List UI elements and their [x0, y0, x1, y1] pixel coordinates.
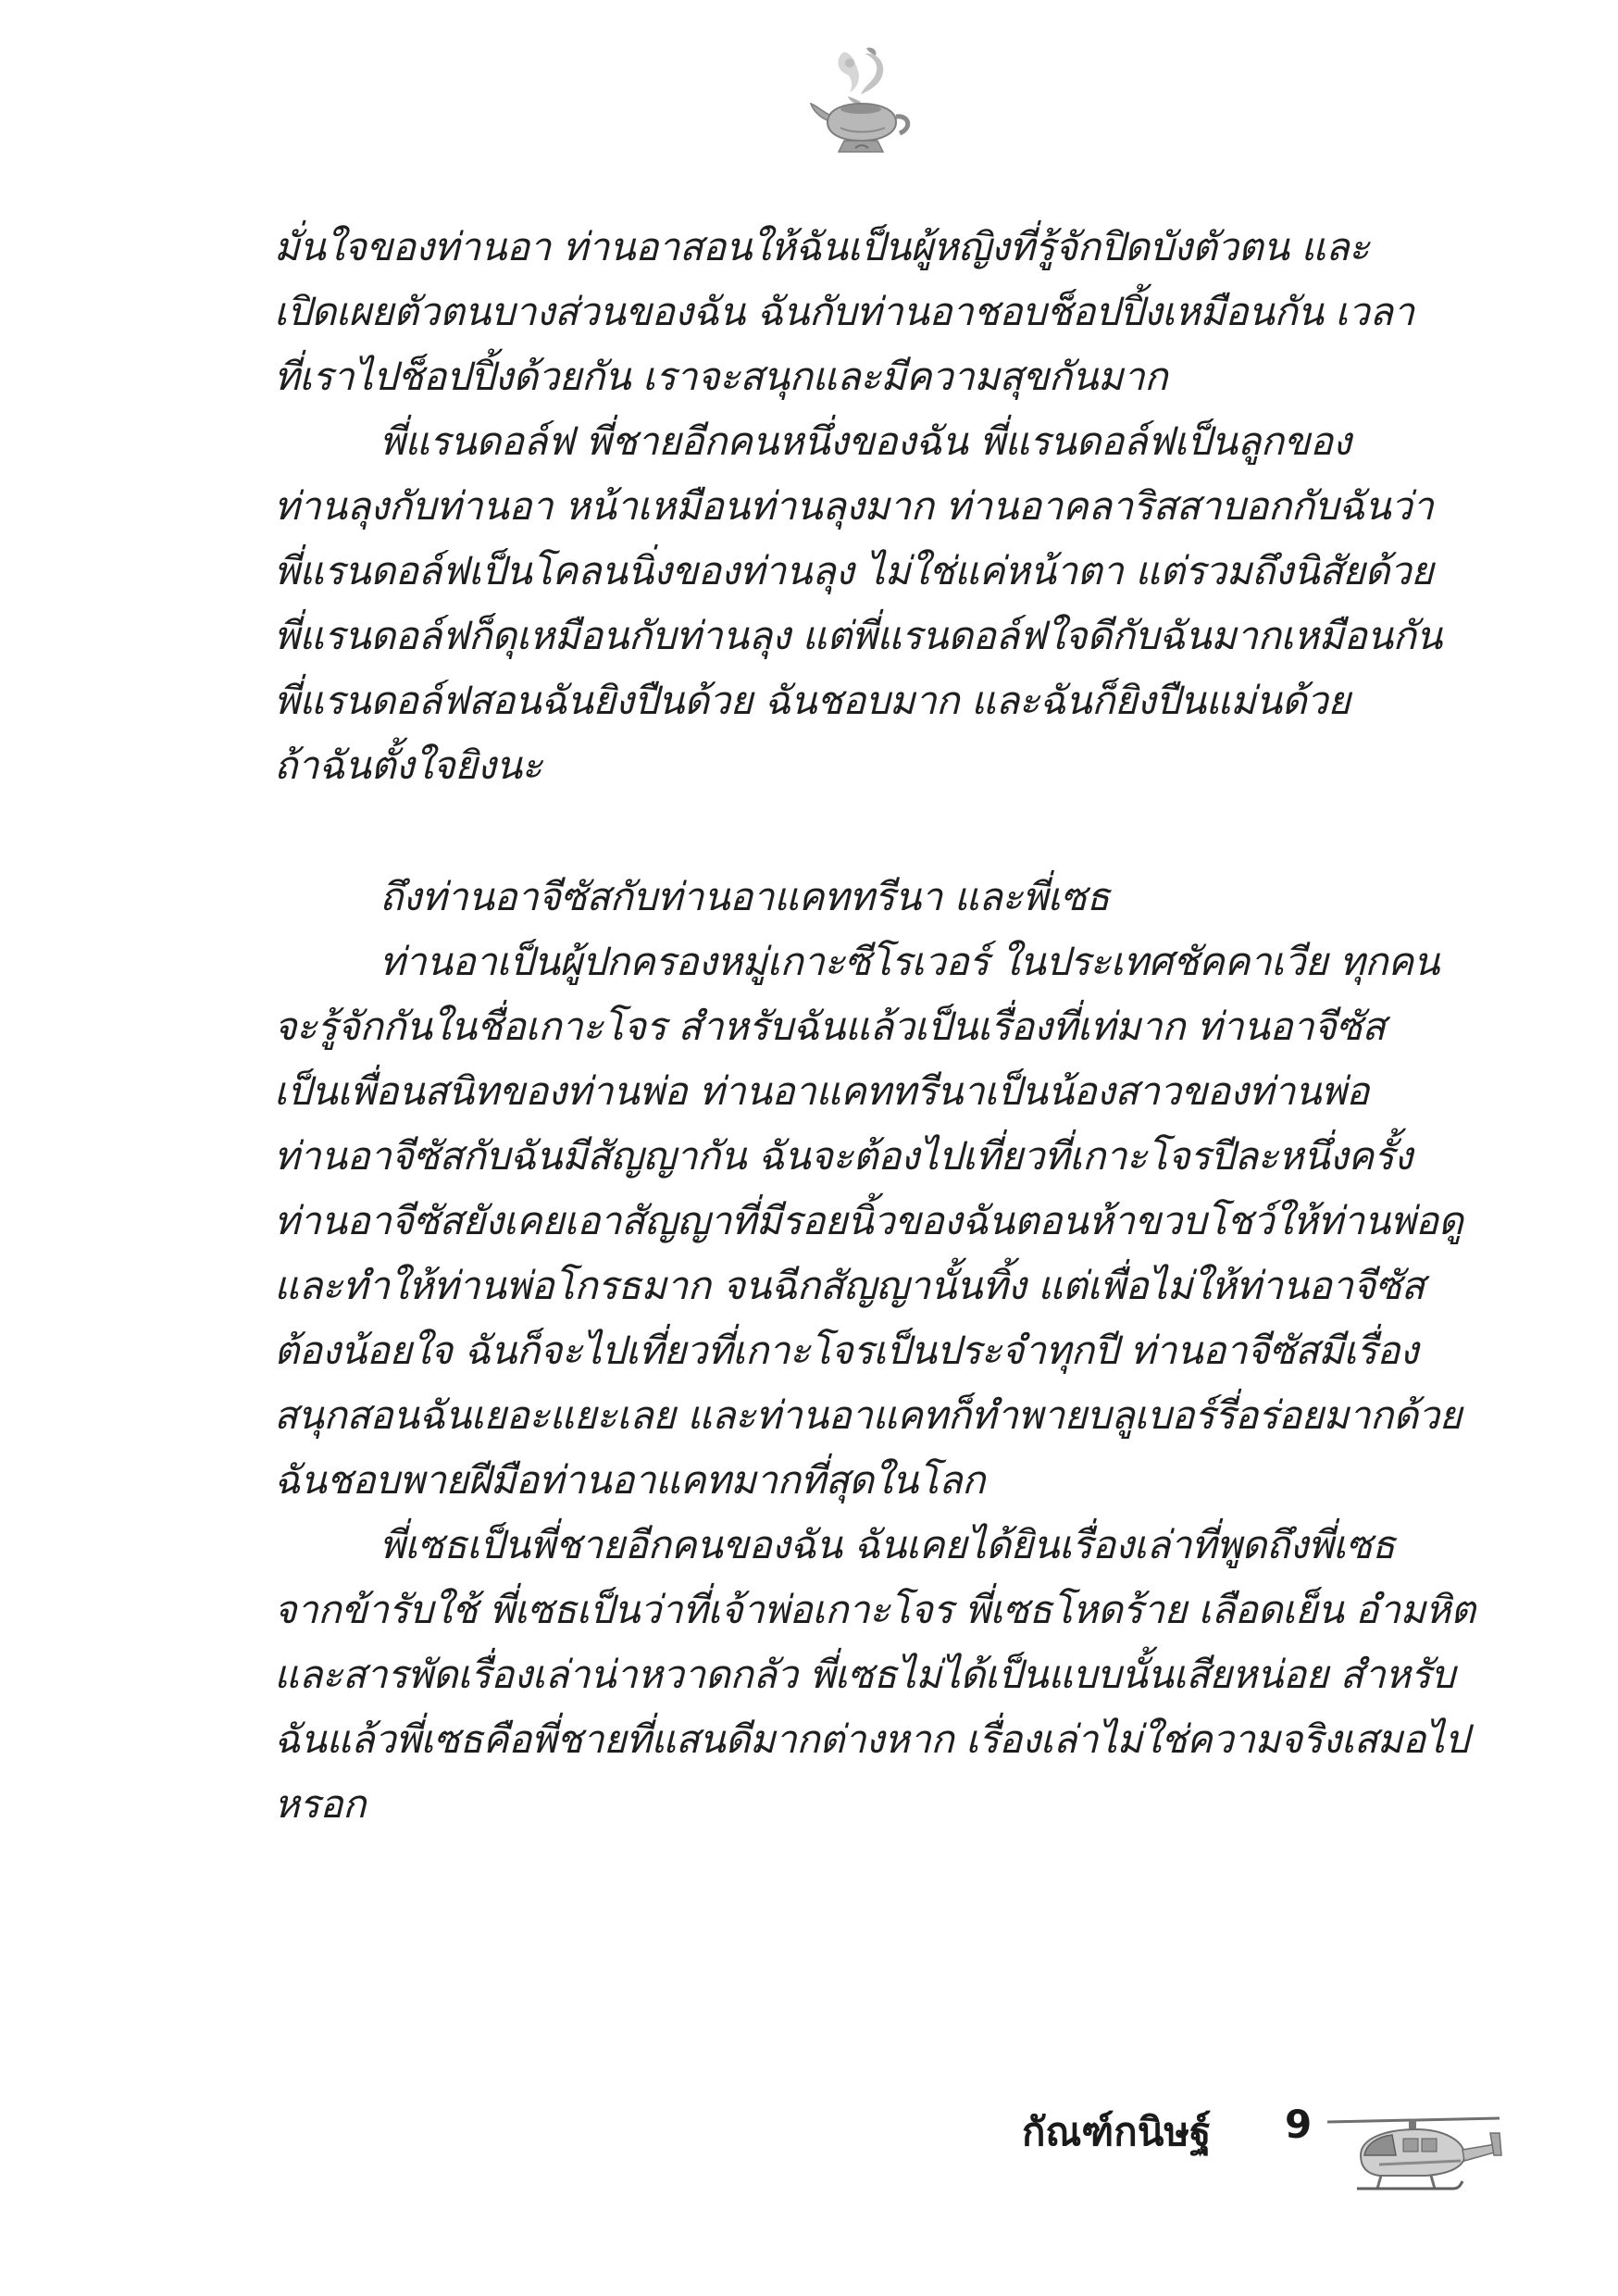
book-title: กัณฑ์กนิษฐ์ — [1022, 2109, 1212, 2154]
text-line: ฉันชอบพายฝีมือท่านอาแคทมากที่สุดในโลก — [274, 1457, 985, 1503]
page-number: 9 — [1285, 2102, 1313, 2147]
text-line: พี่แรนดอล์ฟก็ดุเหมือนกับท่านลุง แต่พี่แรนดอล์ฟใจดีกับฉันมากเหมือนกัน — [274, 613, 1442, 658]
text-line: พี่แรนดอล์ฟสอนฉันยิงปืนด้วย ฉันชอบมาก และฉันก็ยิงปืนแม่นด้วย — [274, 678, 1350, 723]
text-line: มั่นใจของท่านอา ท่านอาสอนให้ฉันเป็นผู้หญิงที่รู้จักปิดบังตัวตน และ — [274, 224, 1370, 269]
text-line: ถ้าฉันตั้งใจยิงนะ — [274, 742, 542, 788]
text-line: หรอก — [274, 1781, 366, 1827]
text-line: ต้องน้อยใจ ฉันก็จะไปเที่ยวที่เกาะโจรเป็นประจำทุกปี ท่านอาจีซัสมีเรื่อง — [274, 1328, 1418, 1373]
text-line: จะรู้จักกันในชื่อเกาะโจร สำหรับฉันแล้วเป็นเรื่องที่เท่มาก ท่านอาจีซัส — [274, 1004, 1386, 1049]
text-line: และสารพัดเรื่องเล่าน่าหวาดกลัว พี่เซธไม่ได้เป็นแบบนั้นเสียหน่อย สำหรับ — [274, 1652, 1455, 1697]
text-line: ฉันแล้วพี่เซธคือพี่ชายที่แสนดีมากต่างหาก เรื่องเล่าไม่ใช่ความจริงเสมอไป — [274, 1716, 1469, 1762]
paragraph-gap — [274, 798, 1477, 865]
text-line: เป็นเพื่อนสนิทของท่านพ่อ ท่านอาแคททรีนาเป็นน้องสาวของท่านพ่อ — [274, 1068, 1369, 1114]
text-line: เปิดเผยตัวตนบางส่วนของฉัน ฉันกับท่านอาชอบช็อปปิ้งเหมือนกัน เวลา — [274, 289, 1414, 334]
text-line: ท่านอาจีซัสกับฉันมีสัญญากัน ฉันจะต้องไปเที่ยวที่เกาะโจรปีละหนึ่งครั้ง — [274, 1133, 1413, 1179]
section-heading: ถึงท่านอาจีซัสกับท่านอาแคททรีนา และพี่เซธ — [380, 874, 1110, 919]
text-line: พี่แรนดอล์ฟเป็นโคลนนิ่งของท่านลุง ไม่ใช่แค่หน้าตา แต่รวมถึงนิสัยด้วย — [274, 548, 1434, 593]
text-line: พี่เซธเป็นพี่ชายอีกคนของฉัน ฉันเคยได้ยินเรื่องเล่าที่พูดถึงพี่เซธ — [380, 1522, 1396, 1567]
text-line: พี่แรนดอล์ฟ พี่ชายอีกคนหนึ่งของฉัน พี่แรนดอล์ฟเป็นลูกของ — [380, 418, 1351, 464]
text-line: ท่านอาจีซัสยังเคยเอาสัญญาที่มีรอยนิ้วของฉันตอนห้าขวบโชว์ให้ท่านพ่อดู — [274, 1198, 1463, 1243]
lamp-with-fairy-icon — [807, 44, 916, 165]
helicopter-icon — [1324, 2113, 1505, 2202]
text-line: จากข้ารับใช้ พี่เซธเป็นว่าที่เจ้าพ่อเกาะโจร พี่เซธโหดร้าย เลือดเย็น อำมหิต — [274, 1587, 1475, 1632]
text-line: ที่เราไปช็อปปิ้งด้วยกัน เราจะสนุกและมีความสุขกันมาก — [274, 354, 1168, 399]
text-line: ท่านอาเป็นผู้ปกครองหมู่เกาะซีโรเวอร์ ในประเทศชัคคาเวีย ทุกคน — [380, 939, 1439, 984]
text-line: ท่านลุงกับท่านอา หน้าเหมือนท่านลุงมาก ท่านอาคลาริสสาบอกกับฉันว่า — [274, 483, 1434, 529]
text-line: สนุกสอนฉันเยอะแยะเลย และท่านอาแคทก็ทำพายบลูเบอร์รี่อร่อยมากด้วย — [274, 1392, 1462, 1438]
text-line: และทำให้ท่านพ่อโกรธมาก จนฉีกสัญญานั้นทิ้ง แต่เพื่อไม่ให้ท่านอาจีซัส — [274, 1263, 1425, 1308]
body-text — [274, 215, 1477, 1837]
